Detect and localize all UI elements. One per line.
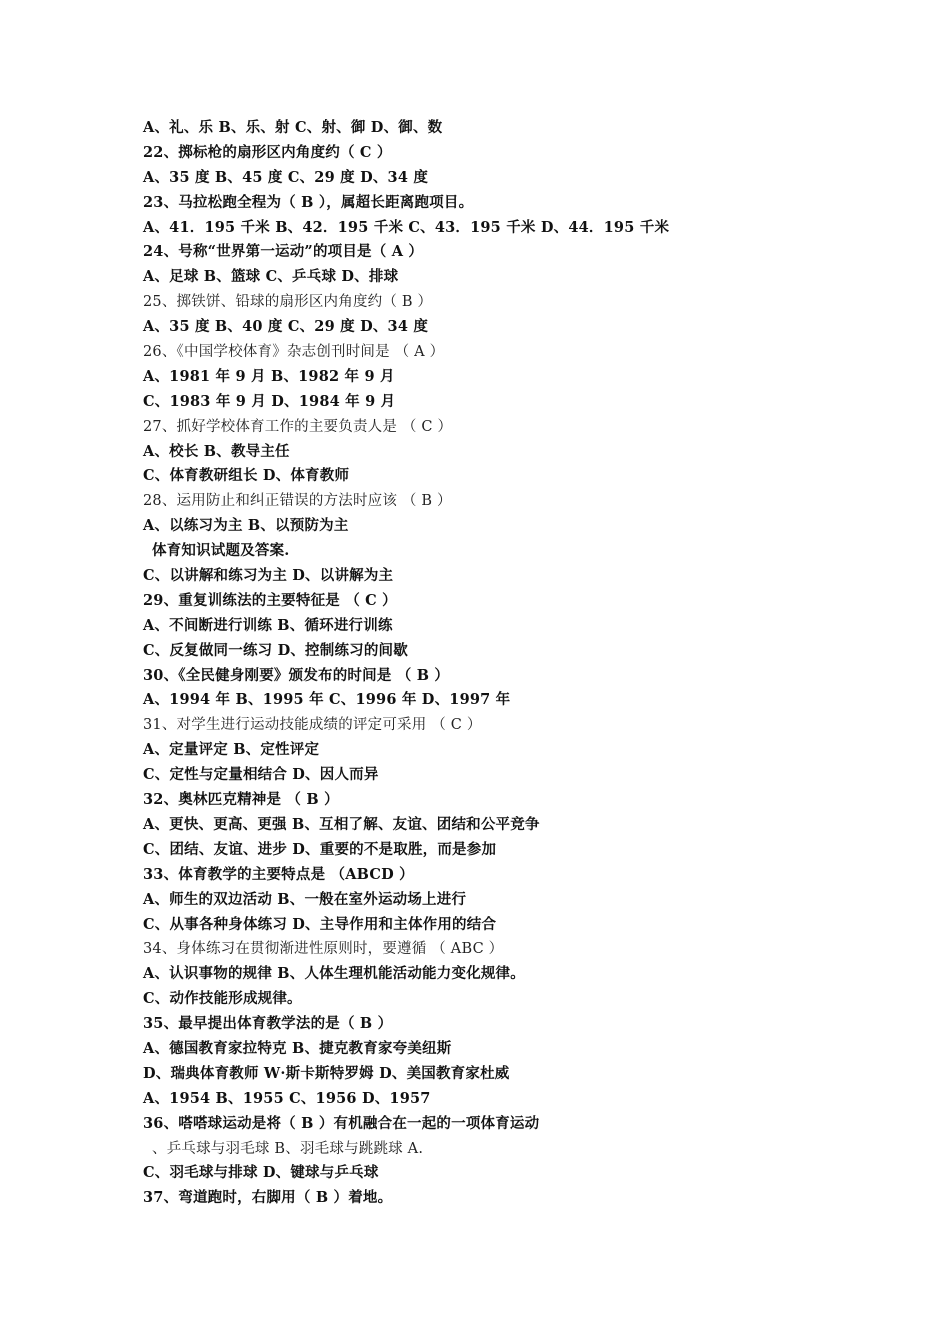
question-line: 33、体育教学的主要特点是 （ABCD ） xyxy=(143,865,414,883)
text-line: A、以练习为主 B、以预防为主 xyxy=(143,517,349,535)
text-line: A、足球 B、篮球 C、乒乓球 D、排球 xyxy=(143,268,399,286)
text-line: C、以讲解和练习为主 D、以讲解为主 xyxy=(143,567,394,585)
question-line: 26、《中国学校体育》杂志创刊时间是 （ A ） xyxy=(143,344,445,361)
text-line: C、体育教研组长 D、体育教师 xyxy=(143,467,350,485)
question-list xyxy=(143,116,903,1211)
question-line: 35、最早提出体育教学法的是（ B ） xyxy=(143,1015,393,1033)
question-line: 31、对学生进行运动技能成绩的评定可采用 （ C ） xyxy=(143,717,482,734)
text-line: C、动作技能形成规律。 xyxy=(143,990,302,1008)
text-line: A、1954 B、1955 C、1956 D、1957 xyxy=(143,1089,431,1107)
question-line: 28、运用防止和纠正错误的方法时应该 （ B ） xyxy=(143,493,452,510)
text-line: D、瑞典体育教师 W·斯卡斯特罗姆 D、美国教育家杜威 xyxy=(143,1064,510,1082)
text-line: A、师生的双边活动 B、一般在室外运动场上进行 xyxy=(143,890,467,908)
text-line: C、羽毛球与排球 D、键球与乒乓球 xyxy=(143,1164,379,1182)
text-line: A、41．195 千米 B、42．195 千米 C、43．195 千米 D、44．195 千米 xyxy=(143,218,670,236)
question-line: 37、弯道跑时，右脚用（ B ）着地。 xyxy=(143,1189,393,1207)
text-line: A、德国教育家拉特克 B、捷克教育家夸美纽斯 xyxy=(143,1039,452,1057)
text-line: A、礼、乐 B、乐、射 C、射、御 D、御、数 xyxy=(143,119,443,136)
question-line: 22、掷标枪的扇形区内角度约（ C ） xyxy=(143,143,392,161)
question-line: 27、抓好学校体育工作的主要负责人是 （ C ） xyxy=(143,418,453,435)
text-line: A、1994 年 B、1995 年 C、1996 年 D、1997 年 xyxy=(143,691,511,709)
text-line: A、1981 年 9 月 B、1982 年 9 月 xyxy=(143,367,395,385)
text-line: A、35 度 B、45 度 C、29 度 D、34 度 xyxy=(143,168,429,186)
text-line: A、不间断进行训练 B、循环进行训练 xyxy=(143,616,393,634)
question-line: 32、奥林匹克精神是 （ B ） xyxy=(143,791,339,809)
text-line: C、团结、友谊、进步 D、重要的不是取胜，而是参加 xyxy=(143,840,497,858)
question-line: 29、重复训练法的主要特征是 （ C ） xyxy=(143,591,397,609)
question-line: 25、掷铁饼、铅球的扇形区内角度约（ B ） xyxy=(143,294,433,311)
text-line: C、定性与定量相结合 D、因人而异 xyxy=(143,766,379,784)
question-line: 23、马拉松跑全程为（ B ），属超长距离跑项目。 xyxy=(143,193,474,211)
text-line: A、认识事物的规律 B、人体生理机能活动能力变化规律。 xyxy=(143,965,525,983)
text-line: C、1983 年 9 月 D、1984 年 9 月 xyxy=(143,392,396,410)
text-line: A、校长 B、教导主任 xyxy=(143,442,290,460)
text-line: C、反复做同一练习 D、控制练习的间歇 xyxy=(143,641,408,659)
question-line: 36、嗒嗒球运动是将（ B ）有机融合在一起的一项体育运动 xyxy=(143,1114,540,1132)
question-line: 24、号称“世界第一运动”的项目是（ A ） xyxy=(143,243,424,261)
question-line: 34、身体练习在贯彻渐进性原则时，要遵循 （ ABC ） xyxy=(143,941,504,958)
text-line: 、乒乓球与羽毛球 B、羽毛球与跳跳球 A. xyxy=(152,1140,424,1157)
text-line: A、更快、更高、更强 B、互相了解、友谊、团结和公平竞争 xyxy=(143,815,540,833)
document-title: 体育知识试题及答案. xyxy=(152,542,290,560)
text-line: C、从事各种身体练习 D、主导作用和主体作用的结合 xyxy=(143,915,497,933)
question-line: 30、《全民健身刚要》颁发布的时间是 （ B ） xyxy=(143,666,450,684)
text-line: A、35 度 B、40 度 C、29 度 D、34 度 xyxy=(143,318,429,336)
text-line: A、定量评定 B、定性评定 xyxy=(143,741,320,759)
